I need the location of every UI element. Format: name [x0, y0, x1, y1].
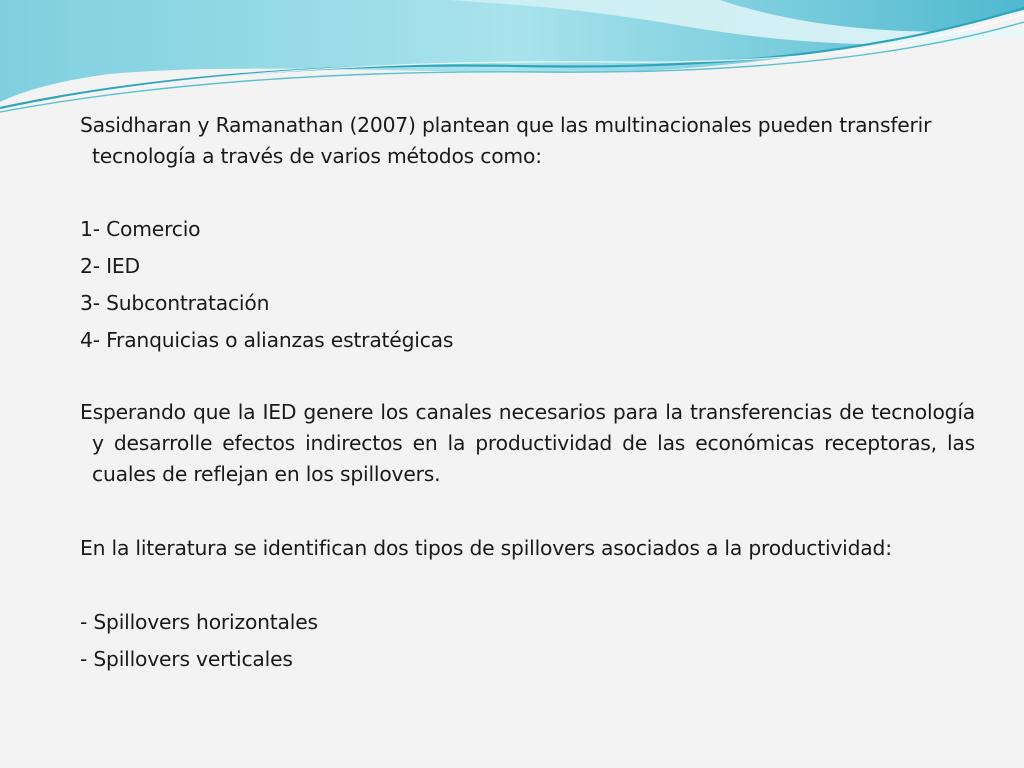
spillover-type-vertical: - Spillovers verticales [80, 647, 293, 671]
method-item-4: 4- Franquicias o alianzas estratégicas [80, 328, 454, 352]
spillover-intro: En la literatura se identifican dos tipos de spillovers asociados a la productividad: [80, 536, 892, 560]
method-item-1: 1- Comercio [80, 217, 201, 241]
expectation-paragraph: Esperando que la IED genere los canales necesarios para la transferencias de tecnología y desarrolle efectos indirectos en la productividad de las económicas receptoras, las cuales de reflejan en los spillovers. [80, 400, 975, 486]
intro-paragraph: Sasidharan y Ramanathan (2007) plantean que las multinacionales pueden transferir tecnología a través de varios métodos como: [80, 113, 932, 168]
method-item-2: 2- IED [80, 254, 140, 278]
method-item-3: 3- Subcontratación [80, 291, 270, 315]
spillover-type-horizontal: - Spillovers horizontales [80, 610, 318, 634]
